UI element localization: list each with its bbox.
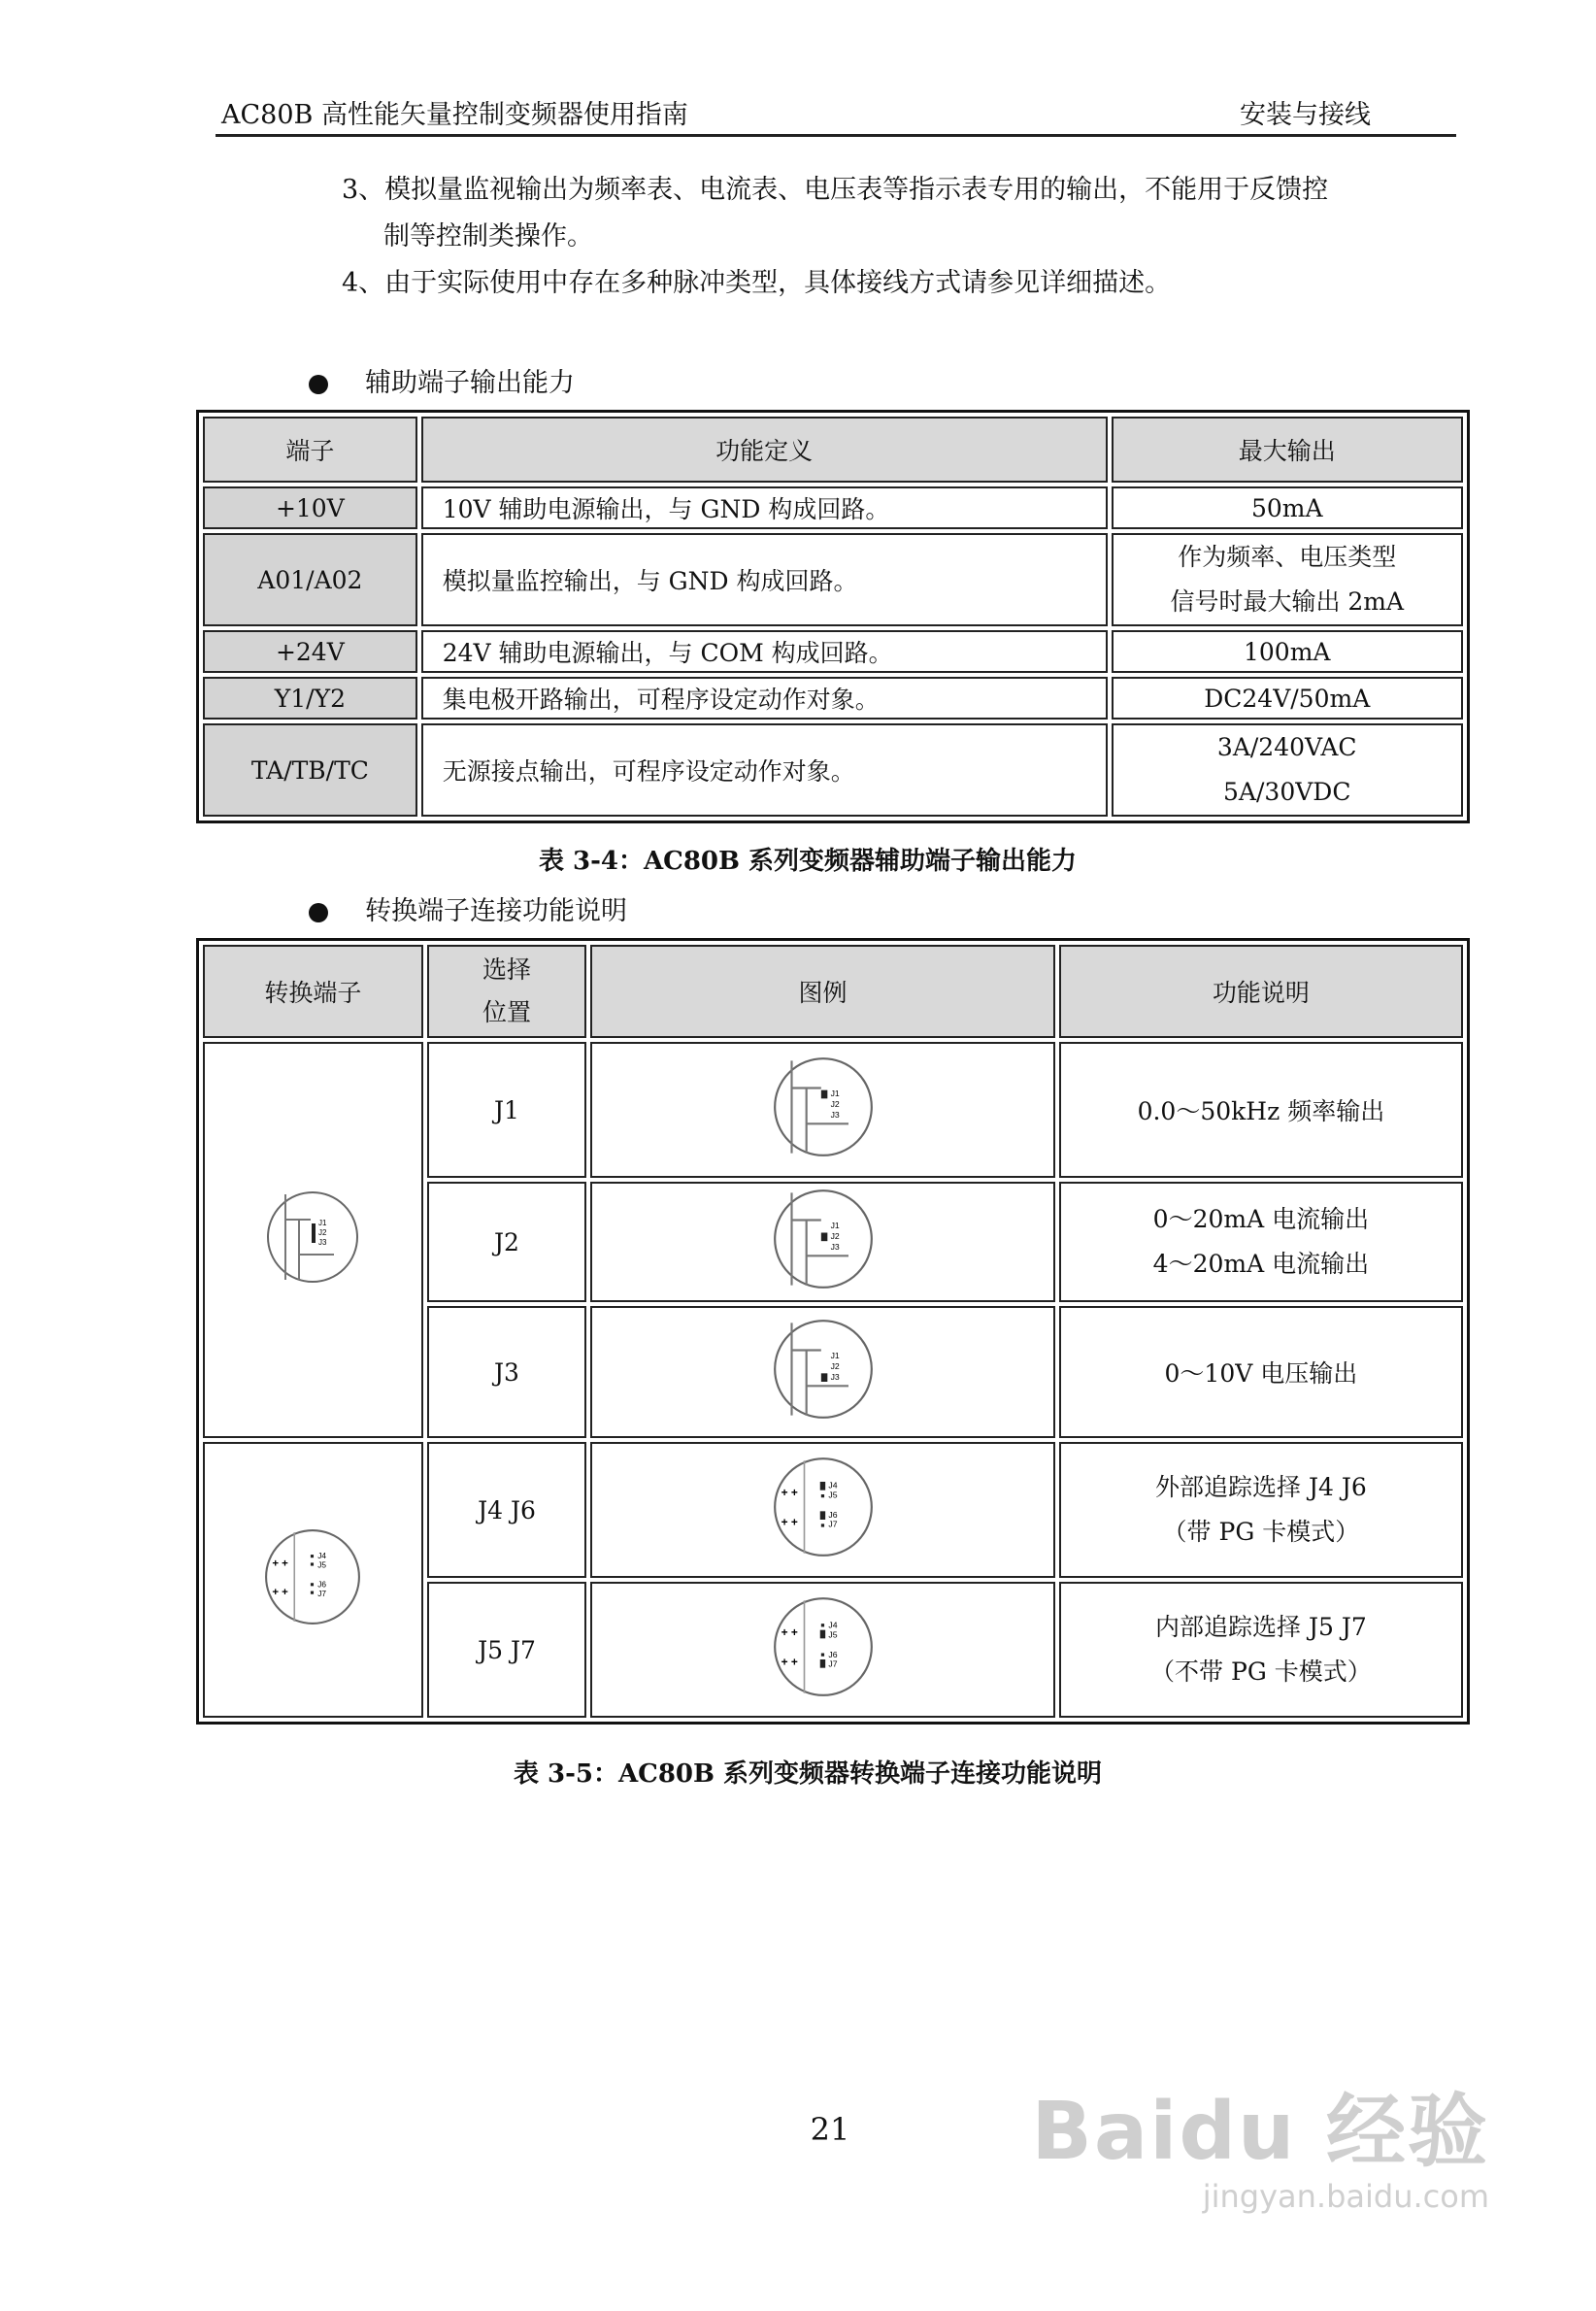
- jumper-group2-cell: [203, 1442, 423, 1718]
- j2-label: J2: [830, 1231, 840, 1241]
- legend-cell: [590, 1182, 1055, 1302]
- header-position-line1: 选择: [482, 955, 532, 984]
- jumper-group1-cell: [203, 1042, 423, 1438]
- position-cell: J2: [427, 1182, 586, 1302]
- pin-label: + +: [272, 1557, 289, 1570]
- header-position: [427, 945, 586, 1038]
- table-row: [203, 1042, 1463, 1178]
- header-position-line2: 位置: [482, 998, 532, 1026]
- description-cell: [1059, 1582, 1463, 1718]
- section2-title: 转换端子连接功能说明: [365, 896, 627, 926]
- pin-label: + +: [272, 1586, 289, 1598]
- description-line2: 4～20mA 电流输出: [1152, 1250, 1370, 1278]
- j2-label: J2: [830, 1361, 840, 1371]
- j7-label: J7: [827, 1658, 838, 1669]
- max-output-cell: DC24V/50mA: [1112, 677, 1464, 720]
- header-divider: [216, 134, 1456, 137]
- legend-cell: [590, 1582, 1055, 1718]
- header-max-output: 最大输出: [1112, 417, 1464, 483]
- legend-cell: [590, 1306, 1055, 1438]
- header-description: 功能说明: [1059, 945, 1463, 1038]
- j1-label: J1: [830, 1351, 840, 1361]
- j6-label: J6: [317, 1579, 327, 1590]
- pin-label: + +: [781, 1655, 798, 1669]
- bullet-icon: [309, 903, 328, 922]
- j6-label: J6: [827, 1509, 838, 1520]
- pin-label: + +: [781, 1625, 798, 1640]
- table-header-row: [203, 945, 1463, 1038]
- jumper-j3-diagram: [773, 1319, 874, 1420]
- position-cell: J5 J7: [427, 1582, 586, 1718]
- terminal-cell: +10V: [203, 486, 417, 529]
- watermark-logo: Baidu 经验: [1031, 2086, 1489, 2178]
- max-output-cell: 100mA: [1112, 630, 1464, 673]
- section1-heading: [309, 361, 575, 399]
- pin-label: + +: [781, 1486, 798, 1500]
- j3-label: J3: [830, 1241, 840, 1252]
- j3-label: J3: [830, 1109, 840, 1120]
- function-cell: 集电极开路输出，可程序设定动作对象。: [421, 677, 1108, 720]
- j5-label: J5: [827, 1629, 838, 1640]
- j1-label: J1: [318, 1219, 327, 1227]
- j6-label: J6: [827, 1649, 838, 1659]
- description-line1: 外部追踪选择 J4 J6: [1155, 1473, 1367, 1501]
- function-cell: 24V 辅助电源输出，与 COM 构成回路。: [421, 630, 1108, 673]
- table-row: [203, 486, 1463, 529]
- jumper-j123-diagram: [266, 1190, 359, 1284]
- table2-caption: 表 3-5：AC80B 系列变频器转换端子连接功能说明: [513, 1759, 1103, 1789]
- j5-label: J5: [827, 1490, 838, 1500]
- j3-label: J3: [318, 1238, 327, 1247]
- description-cell: 0～10V 电压输出: [1059, 1306, 1463, 1438]
- description-cell: [1059, 1182, 1463, 1302]
- j2-label: J2: [830, 1099, 840, 1109]
- description-cell: 0.0～50kHz 频率输出: [1059, 1042, 1463, 1178]
- watermark: [1031, 2068, 1489, 2215]
- function-cell: 10V 辅助电源输出，与 GND 构成回路。: [421, 486, 1108, 529]
- header-jumper: 转换端子: [203, 945, 423, 1038]
- legend-cell: [590, 1042, 1055, 1178]
- j1-label: J1: [830, 1221, 840, 1231]
- j5-label: J5: [317, 1559, 327, 1570]
- description-line2: （不带 PG 卡模式）: [1150, 1658, 1372, 1686]
- section1-title: 辅助端子输出能力: [365, 368, 575, 398]
- max-output-cell: [1112, 723, 1464, 817]
- aux-output-table: [196, 410, 1470, 823]
- table-row: [203, 677, 1463, 720]
- j1-label: J1: [830, 1089, 840, 1099]
- terminal-cell: TA/TB/TC: [203, 723, 417, 817]
- jumper-j5-j7-diagram: [773, 1596, 874, 1697]
- header-function: 功能定义: [421, 417, 1108, 483]
- description-line1: 0～20mA 电流输出: [1152, 1205, 1370, 1233]
- position-cell: J4 J6: [427, 1442, 586, 1578]
- watermark-url: jingyan.baidu.com: [1202, 2178, 1489, 2215]
- max-output-line1: 3A/240VAC: [1216, 733, 1357, 761]
- table-row: [203, 533, 1463, 626]
- j2-label: J2: [318, 1228, 327, 1237]
- terminal-cell: +24V: [203, 630, 417, 673]
- description-cell: [1059, 1442, 1463, 1578]
- page-number: 21: [810, 2111, 850, 2148]
- table-header-row: [203, 417, 1463, 483]
- position-cell: J3: [427, 1306, 586, 1438]
- j4-label: J4: [827, 1480, 838, 1490]
- jumper-j4567-diagram: [264, 1528, 361, 1625]
- jumper-table: [196, 938, 1470, 1725]
- j4-label: J4: [827, 1620, 838, 1630]
- legend-cell: [590, 1442, 1055, 1578]
- jumper-j2-diagram: [773, 1189, 874, 1289]
- header-title: AC80B 高性能矢量控制变频器使用指南: [221, 100, 688, 130]
- max-output-cell: [1112, 533, 1464, 626]
- function-cell: 模拟量监控输出，与 GND 构成回路。: [421, 533, 1108, 626]
- j7-label: J7: [317, 1588, 327, 1598]
- j7-label: J7: [827, 1519, 838, 1529]
- pin-label: + +: [781, 1515, 798, 1529]
- section2-heading: [309, 889, 627, 927]
- description-line1: 内部追踪选择 J5 J7: [1155, 1613, 1367, 1641]
- terminal-cell: Y1/Y2: [203, 677, 417, 720]
- table1-caption: 表 3-4：AC80B 系列变频器辅助端子输出能力: [538, 847, 1078, 876]
- j4-label: J4: [317, 1551, 327, 1561]
- note-4: 4、由于实际使用中存在多种脉冲类型，具体接线方式请参见详细描述。: [342, 268, 1172, 298]
- jumper-j1-diagram: [773, 1056, 874, 1157]
- bullet-icon: [309, 375, 328, 394]
- note-3-line1: 3、模拟量监视输出为频率表、电流表、电压表等指示表专用的输出，不能用于反馈控: [342, 175, 1329, 205]
- jumper-j4-j6-diagram: [773, 1457, 874, 1557]
- header-terminal: 端子: [203, 417, 417, 483]
- table-row: [203, 723, 1463, 817]
- max-output-line2: 5A/30VDC: [1223, 778, 1351, 806]
- table-row: [203, 1442, 1463, 1578]
- function-cell: 无源接点输出，可程序设定动作对象。: [421, 723, 1108, 817]
- header-section: 安装与接线: [1240, 100, 1371, 130]
- position-cell: J1: [427, 1042, 586, 1178]
- max-output-line2: 信号时最大输出 2mA: [1170, 587, 1405, 616]
- header-legend: 图例: [590, 945, 1055, 1038]
- j3-label: J3: [830, 1371, 840, 1382]
- max-output-line1: 作为频率、电压类型: [1178, 543, 1397, 571]
- table-row: [203, 630, 1463, 673]
- description-line2: （带 PG 卡模式）: [1162, 1518, 1360, 1546]
- terminal-cell: A01/A02: [203, 533, 417, 626]
- max-output-cell: 50mA: [1112, 486, 1464, 529]
- note-3-line2: 制等控制类操作。: [383, 221, 593, 251]
